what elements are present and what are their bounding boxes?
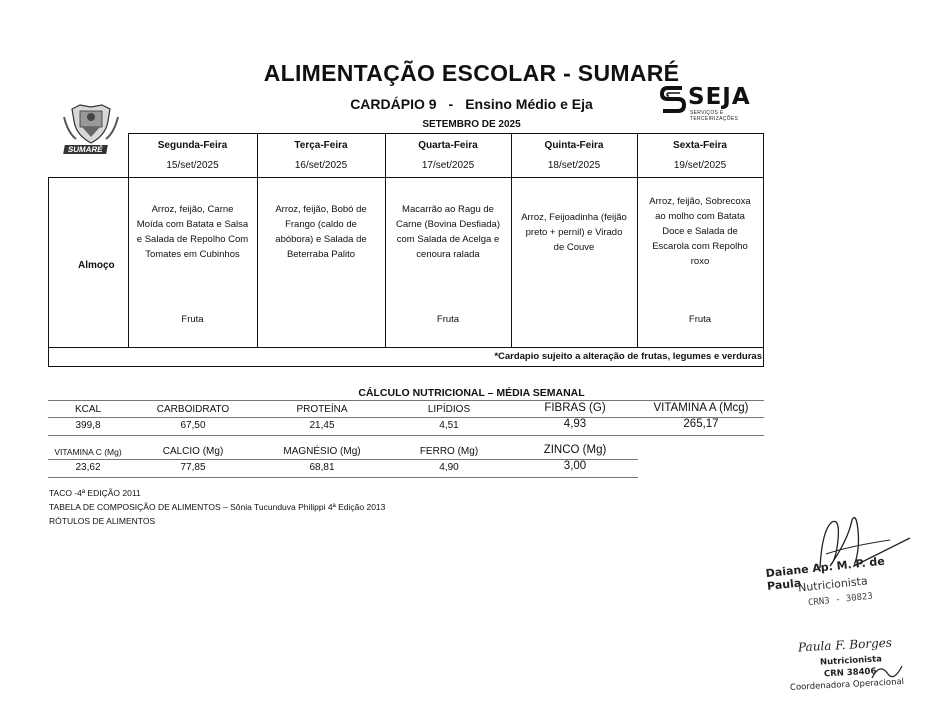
day-date-thursday: 18/set/2025 (547, 160, 601, 171)
fruit-friday: Fruta (688, 314, 712, 325)
signer-2-crn: CRN 38406 (823, 666, 877, 680)
seja-tagline: SERVIÇOS E TERCEIRIZAÇÕES (690, 110, 739, 122)
seja-logo (660, 84, 764, 120)
signer-2-name: Paula F. Borges (797, 635, 893, 655)
seja-s-icon (660, 84, 686, 114)
page-title: ALIMENTAÇÃO ESCOLAR - SUMARÉ (263, 60, 680, 86)
signer-1-crn: CRN3 - 30823 (807, 591, 874, 609)
menu-line: abóbora) e Salada de (275, 234, 367, 245)
menu-line: e Salada de Repolho Com (136, 234, 249, 245)
menu-line: com Salada de Acelga e (396, 234, 500, 245)
menu-cell-friday (637, 194, 763, 269)
day-header-thursday: Quinta-Feira (544, 140, 604, 151)
nutri-val-fiber: 4,93 (563, 418, 587, 430)
menu-line: roxo (690, 256, 710, 267)
nutri-val-protein: 21,45 (309, 420, 335, 431)
nutri-val-magnesium: 68,81 (309, 462, 335, 473)
card-level: Ensino Médio e Eja (465, 96, 593, 112)
fruit-wednesday: Fruta (436, 314, 460, 325)
menu-line: cenoura ralada (416, 249, 480, 260)
menu-line: ao molho com Batata (655, 211, 745, 222)
nutri-val-kcal: 399,8 (75, 420, 101, 431)
body-bottom-border (48, 347, 764, 348)
nutri-val-iron: 4,90 (439, 462, 459, 473)
nutri-val-zinc: 3,00 (563, 460, 587, 472)
day-header-wednesday: Quarta-Feira (418, 140, 478, 151)
nutri-head-protein: PROTEÍNA (296, 404, 348, 415)
menu-line: Moída com Batata e Salsa (136, 219, 249, 230)
header-bottom-border (48, 177, 764, 178)
menu-disclaimer: *Cardapio sujeito a alteração de frutas, legumes e verduras (494, 351, 762, 362)
nutri-head-magnesium: MAGNÉSIO (Mg) (283, 446, 361, 457)
day-date-tuesday: 16/set/2025 (294, 160, 348, 171)
nutri-val-carb: 67,50 (180, 420, 206, 431)
menu-line: Arroz, Feijoadinha (feijão (521, 212, 627, 223)
seja-word: SEJA (688, 84, 751, 110)
nutrition-title: CÁLCULO NUTRICIONAL – MÉDIA SEMANAL (358, 387, 585, 399)
signer-2-dept: Coordenadora Operacional (789, 677, 905, 693)
menu-line: Carne (Bovina Desfiada) (395, 219, 501, 230)
crest-word: SUMARÉ (63, 145, 107, 154)
nutri-val-calcium: 77,85 (180, 462, 206, 473)
menu-line: Beterraba Palito (286, 249, 356, 260)
day-date-friday: 19/set/2025 (673, 160, 727, 171)
signer-1-name: Daiane Ap. M. P. de Paula (765, 554, 886, 593)
nutrition-divider-2 (48, 435, 764, 436)
menu-cell-thursday (511, 210, 637, 255)
nutri-head-kcal: KCAL (74, 404, 102, 415)
nutrition-divider-top (48, 400, 764, 401)
day-date-wednesday: 17/set/2025 (421, 160, 475, 171)
nutri-head-calcium: CALCIO (Mg) (162, 446, 224, 457)
day-header-tuesday: Terça-Feira (294, 140, 348, 151)
menu-line: Tomates em Cubinhos (145, 249, 240, 260)
menu-line: Arroz, feijão, Carne (151, 204, 234, 215)
day-header-monday: Segunda-Feira (157, 140, 228, 151)
nutri-head-zinc: ZINCO (Mg) (543, 444, 607, 456)
references (49, 486, 385, 528)
subtitle-separator: - (448, 96, 454, 112)
menu-line: Macarrão ao Ragu de (402, 204, 494, 215)
menu-subtitle (0, 96, 943, 112)
reference-item: RÓTULOS DE ALIMENTOS (49, 516, 156, 526)
day-header-friday: Sexta-Feira (673, 140, 727, 151)
col-border-0 (48, 177, 49, 367)
nutri-val-vitc: 23,62 (75, 462, 101, 473)
nutri-head-vitc: VITAMINA C (Mg) (54, 447, 122, 457)
signature-stamp-1 (760, 510, 920, 610)
month-label: SETEMBRO DE 2025 (422, 119, 521, 130)
nutri-val-lipid: 4,51 (439, 420, 459, 431)
menu-line: preto + pernil) e Virado (525, 227, 623, 238)
signer-2-role: Nutricionista (819, 654, 883, 668)
meal-label-lunch: Almoço (78, 260, 115, 271)
nutri-head-fiber: FIBRAS (G) (544, 402, 606, 414)
nutri-head-carb: CARBOIDRATO (156, 404, 230, 415)
menu-table (48, 133, 764, 367)
menu-line: Arroz, feijão, Sobrecoxa (649, 196, 751, 207)
reference-item: TACO -4ª EDIÇÃO 2011 (49, 488, 141, 498)
signature-stamp-2 (790, 630, 930, 702)
signature-scribble-icon (868, 660, 908, 684)
menu-cell-tuesday (257, 202, 385, 262)
menu-cell-wednesday (385, 202, 511, 262)
menu-line: de Couve (553, 242, 595, 253)
col-border-6 (763, 133, 764, 367)
card-label: CARDÁPIO 9 (350, 96, 437, 112)
table-bottom-border (48, 366, 764, 367)
menu-line: Arroz, feijão, Bobó de (275, 204, 367, 215)
nutri-head-lipid: LIPÍDIOS (427, 404, 471, 415)
menu-line: Frango (caldo de (285, 219, 357, 230)
menu-line: Doce e Salada de (662, 226, 738, 237)
day-date-monday: 15/set/2025 (166, 160, 219, 171)
nutri-head-iron: FERRO (Mg) (419, 446, 479, 457)
fruit-monday: Fruta (181, 314, 204, 325)
nutri-head-vita: VITAMINA A (Mcg) (653, 402, 749, 414)
reference-item: TABELA DE COMPOSIÇÃO DE ALIMENTOS – Sônia Tucunduva Philippi 4ª Edição 2013 (49, 502, 386, 512)
signer-1-role: Nutricionista (797, 574, 869, 595)
nutrition-divider-4 (48, 477, 638, 478)
menu-line: Escarola com Repolho (652, 241, 748, 252)
nutri-val-vita: 265,17 (683, 418, 719, 430)
table-top-border (128, 133, 764, 134)
menu-cell-monday (128, 202, 257, 262)
